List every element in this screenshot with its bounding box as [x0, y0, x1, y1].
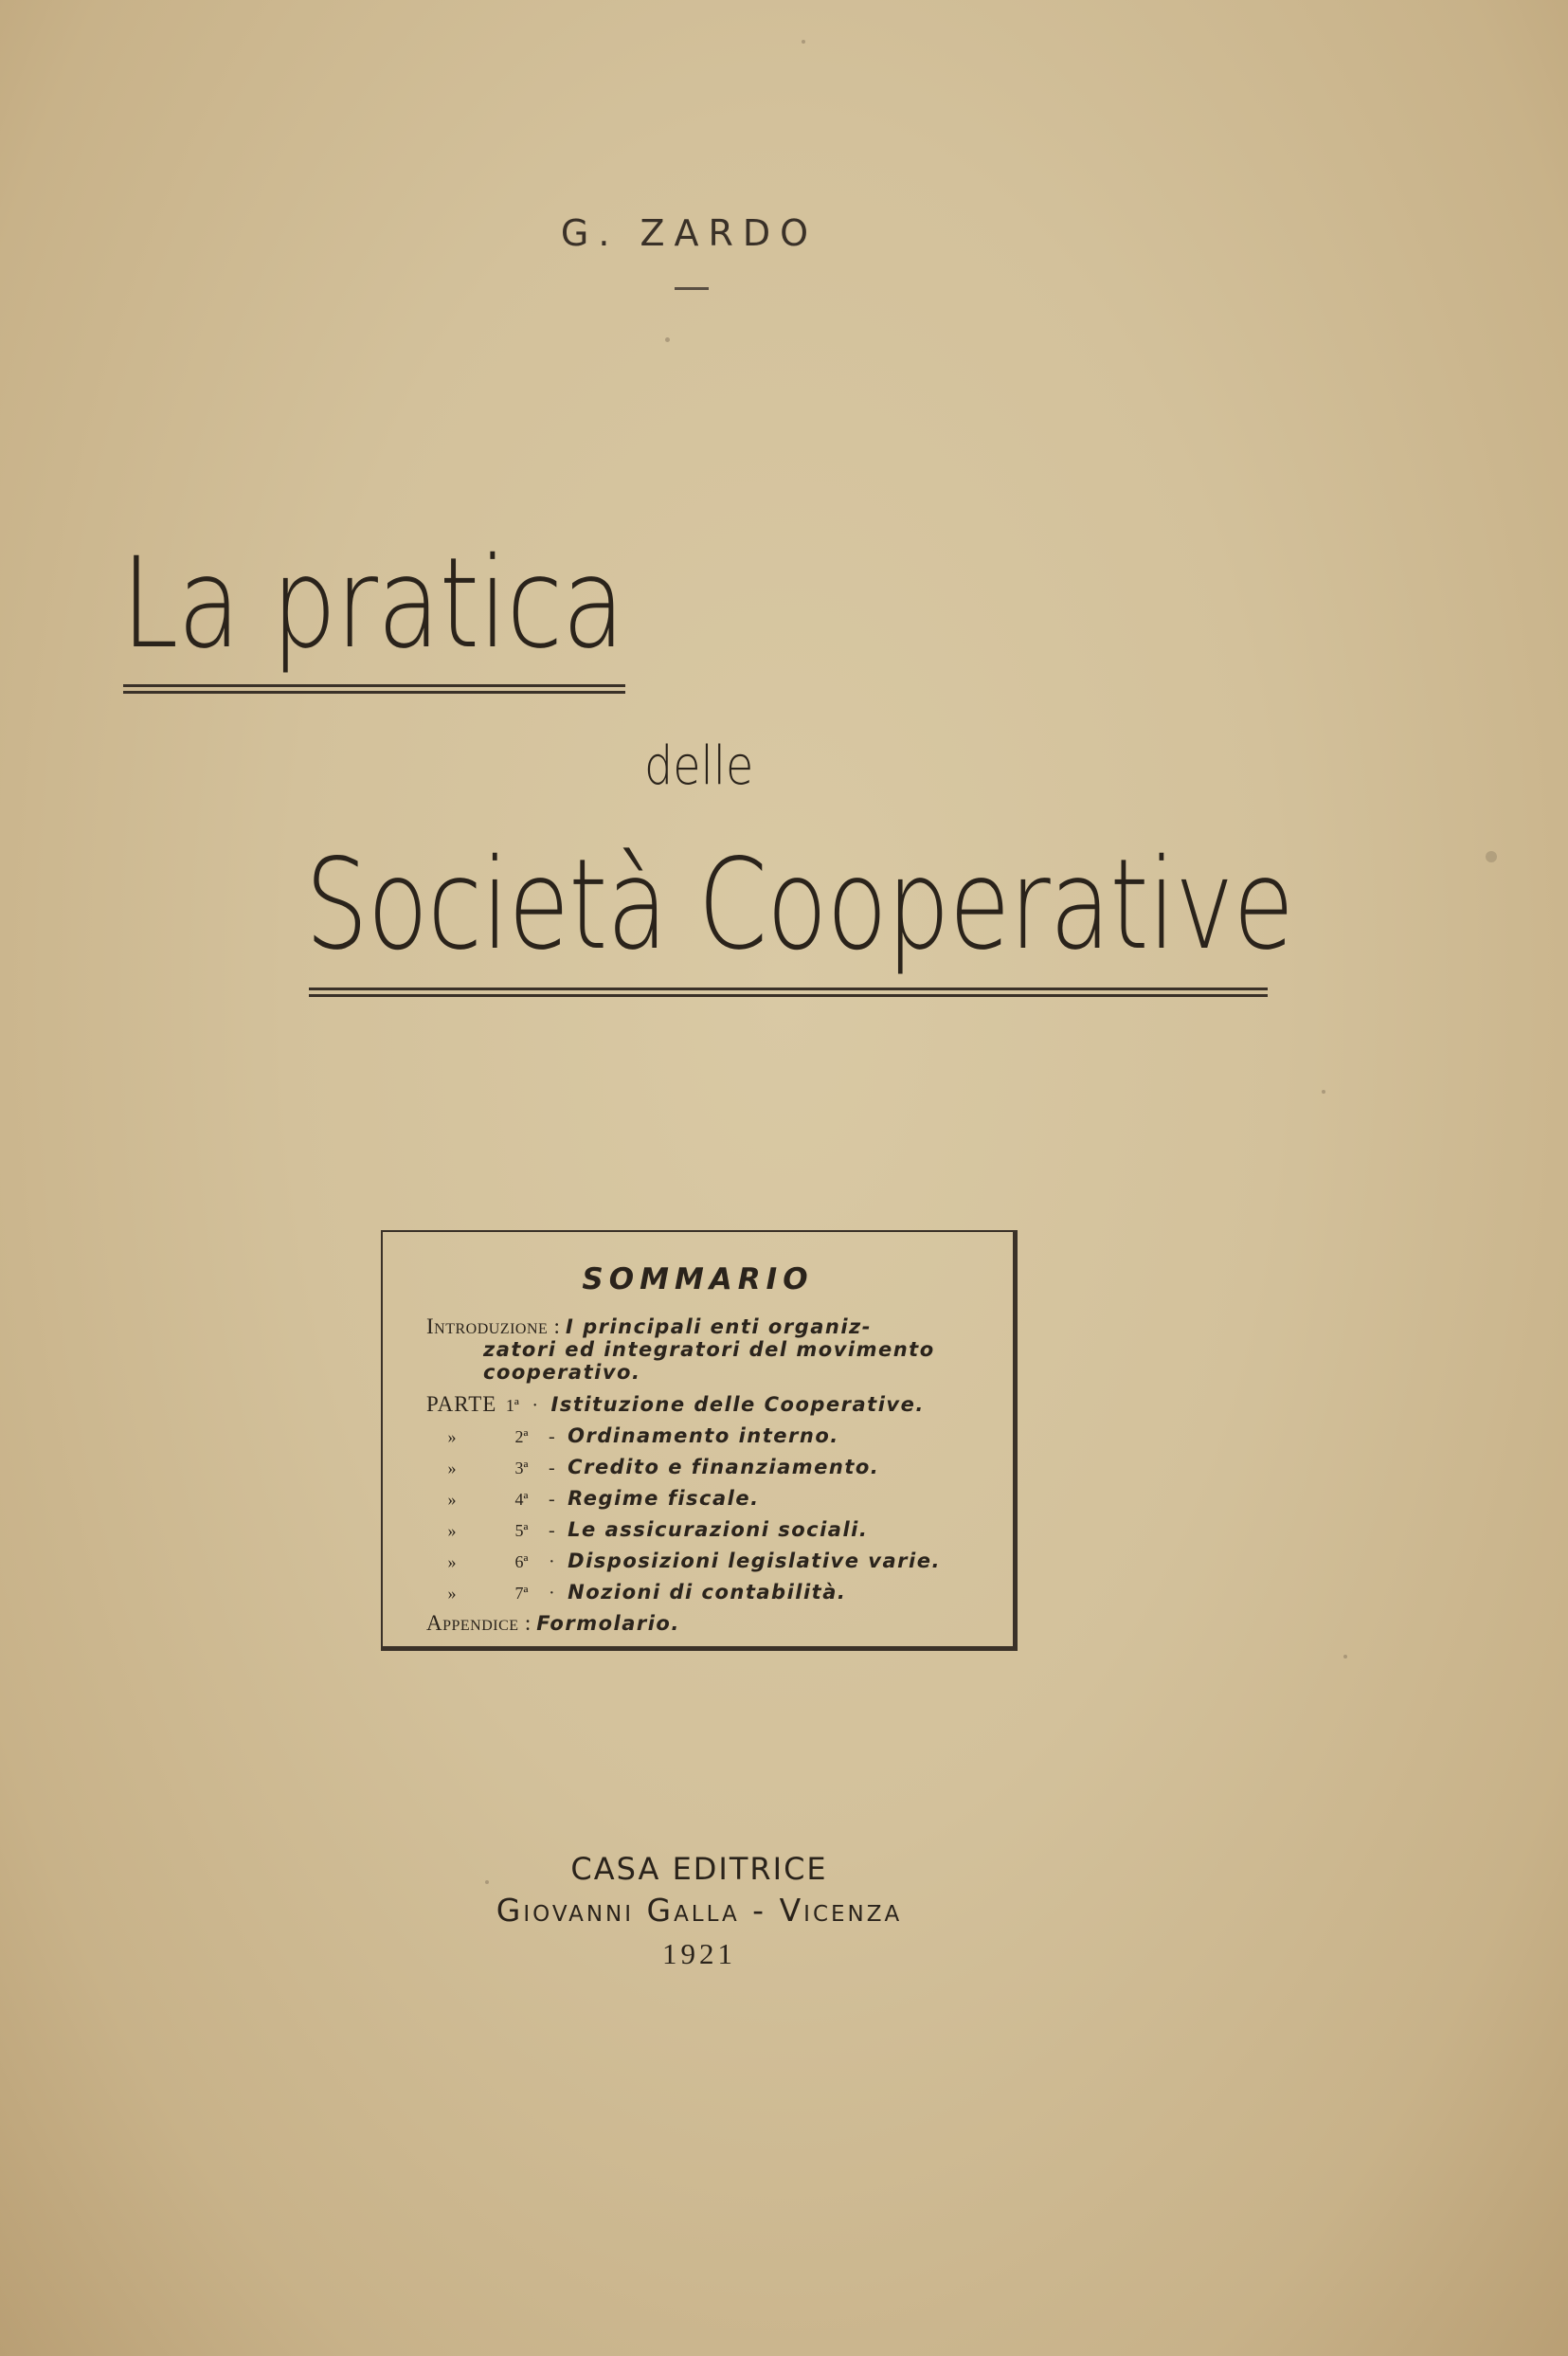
toc-intro-text-2: zatori ed integratori del movimento [483, 1338, 935, 1361]
toc-part-number: 2ª [514, 1427, 529, 1446]
paper-speck [1343, 1655, 1347, 1658]
toc-part-title: Credito e finanziamento. [568, 1456, 880, 1478]
toc-part-title: Istituzione delle Cooperative. [550, 1393, 925, 1416]
toc-intro-label: Introduzione : [426, 1314, 561, 1338]
title-line-1-double-rule [123, 684, 625, 694]
paper-speck [665, 337, 670, 342]
toc-separator: - [549, 1426, 555, 1447]
toc-appendix-label: Appendice : [426, 1611, 532, 1635]
toc-part-row [426, 1389, 1004, 1421]
title-connector: delle [644, 735, 754, 797]
toc-part-prefix: » [447, 1427, 457, 1446]
toc-intro-text-3: cooperativo. [483, 1361, 641, 1384]
toc-part-prefix: » [447, 1552, 457, 1571]
sommario-heading: SOMMARIO [582, 1262, 814, 1296]
toc-part-prefix: PARTE [426, 1392, 497, 1416]
toc-separator: - [549, 1520, 555, 1541]
toc-part-prefix: » [447, 1459, 457, 1477]
toc-separator: · [532, 1395, 538, 1416]
publisher-name-city: Giovanni Galla - Vicenza [496, 1892, 903, 1929]
toc-appendix-text: Formolario. [536, 1612, 680, 1635]
toc-intro-text-1: I principali enti organiz- [565, 1315, 872, 1338]
toc-part-prefix: » [447, 1521, 457, 1540]
toc-part-number: 5ª [514, 1521, 529, 1540]
toc-separator: · [549, 1583, 555, 1604]
paper-speck [1486, 851, 1497, 862]
toc-part-number: 6ª [514, 1552, 529, 1571]
publication-year: 1921 [662, 1937, 736, 1970]
title-line-1: La pratica [121, 531, 624, 677]
toc-part-title: Nozioni di contabilità. [568, 1581, 847, 1604]
toc-part-title: Ordinamento interno. [568, 1424, 839, 1447]
publisher-house-label: CASA EDITRICE [570, 1851, 828, 1887]
title-line-2: Società Cooperative [305, 832, 1294, 978]
toc-part-title: Regime fiscale. [568, 1487, 760, 1510]
sommario-box [381, 1230, 1018, 1651]
toc-part-row [426, 1483, 1004, 1514]
toc-part-number: 1ª [505, 1396, 519, 1415]
toc-part-row [426, 1546, 1004, 1577]
toc-part-row [426, 1577, 1004, 1608]
title-line-2-double-rule [309, 988, 1268, 997]
paper-speck [802, 40, 805, 44]
toc-separator: - [549, 1458, 555, 1478]
toc-part-number: 4ª [514, 1490, 529, 1509]
toc-part-prefix: » [447, 1490, 457, 1509]
toc-part-row [426, 1452, 1004, 1483]
toc-intro-continuation [426, 1338, 1004, 1361]
toc-intro [426, 1315, 1004, 1338]
author-underline [675, 287, 709, 290]
toc-part-number: 7ª [514, 1584, 529, 1603]
toc-part-row [426, 1421, 1004, 1452]
toc-part-title: Le assicurazioni sociali. [568, 1518, 869, 1541]
publisher-block [0, 1848, 1398, 1977]
toc-separator: · [549, 1551, 555, 1572]
toc-part-number: 3ª [514, 1459, 529, 1477]
toc-separator: - [549, 1489, 555, 1510]
toc-part-row [426, 1514, 1004, 1546]
toc-part-title: Disposizioni legislative varie. [568, 1550, 941, 1572]
toc-part-prefix: » [447, 1584, 457, 1603]
author-name: G. ZARDO [560, 212, 819, 254]
paper-speck [1322, 1090, 1325, 1094]
toc-intro-continuation [426, 1361, 1004, 1384]
toc-appendix [426, 1608, 1004, 1639]
table-of-contents [426, 1315, 1004, 1639]
